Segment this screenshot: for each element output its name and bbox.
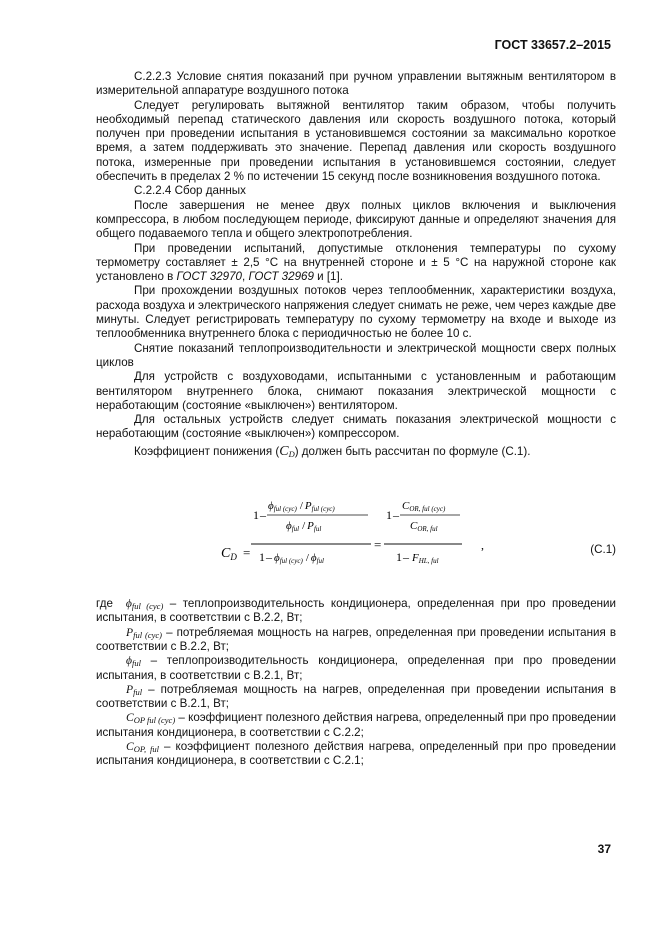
paragraph: При прохождении воздушных потоков через теплообменник, характеристики воздуха, расхода воздуха и электрического напряжения следует снимать не реже, чем через каждые две минуты. Следует регистрировать температуру по сухому термометру на входе и выходе из теплообменника внутреннего блока с периодичностью не более 10 с. bbox=[96, 284, 616, 341]
math-subscript: OP, ful bbox=[133, 743, 160, 754]
document-header: ГОСТ 33657.2–2015 bbox=[494, 38, 611, 52]
text-span: – потребляемая мощность на нагрев, определенная при проведении испытания в соответствии с В.2.2, Вт; bbox=[96, 625, 617, 653]
math-symbol: ϕ bbox=[125, 597, 132, 611]
formula-minus: – bbox=[393, 508, 399, 523]
variable-definition bbox=[96, 740, 616, 769]
formula-minus: – bbox=[260, 508, 266, 523]
paragraph bbox=[96, 445, 616, 459]
formula-one: 1 bbox=[386, 508, 392, 523]
text-span: ) должен быть рассчитан по формуле (С.1). bbox=[294, 444, 531, 458]
math-symbol: P bbox=[126, 625, 134, 639]
math-subscript: ful bbox=[132, 658, 141, 669]
standard-reference: ГОСТ 32969 bbox=[248, 270, 314, 284]
section-c224-heading: С.2.2.4 Сбор данных bbox=[134, 184, 246, 198]
formula-one: 1 bbox=[396, 550, 402, 565]
text-span: При проведении испытаний, допустимые отклонения температуры по сухому термометру составляет ± 2,5 °С на внутренней стороне и ± 5 °С на наружной стороне как установлено в bbox=[96, 241, 616, 284]
formula-number: (С.1) bbox=[590, 543, 616, 557]
text-span: – теплопроизводительность кондиционера, определенная при про проведении испытания, в соответствии с В.2.1, Вт; bbox=[96, 654, 616, 682]
math-symbol: C bbox=[126, 711, 134, 725]
text-span: где bbox=[96, 597, 113, 611]
math-symbol: C bbox=[126, 739, 134, 753]
math-subscript: ful (cyc) bbox=[133, 629, 163, 640]
formula-equals: = bbox=[374, 537, 382, 553]
page-body bbox=[96, 70, 616, 769]
paragraph: Для устройств с воздуховодами, испытанными с установленным и работающим вентилятором внутреннего блока, снимают показания электрической мощности с неработающим (состояние «выключен») вентилятором. bbox=[96, 370, 616, 412]
text-span: и [1]. bbox=[313, 270, 343, 284]
paragraph: Следует регулировать вытяжной вентилятор таким образом, чтобы получить необходимый перепад статического давления или скорость воздушного потока, который получен при проведении испытания в установившемся состоянии за максимально короткое время, а затем поддерживать это значение. Перепад давления или скорость воздушного потока, измеренные при проведении испытания в установившемся состоянии, следует обеспечить в пределах 2 % по истечении 15 секунд после возникновения воздушного потока. bbox=[96, 98, 616, 184]
variable-definition bbox=[96, 711, 616, 740]
paragraph: Для остальных устройств следует снимать показания электрической мощности с неработающим (состояние «выключен») компрессором. bbox=[96, 413, 616, 441]
formula-term: COR, ful bbox=[410, 520, 438, 534]
formula-c1 bbox=[96, 499, 616, 619]
paragraph: Снятие показаний теплопроизводительности и электрической мощности сверх полных циклов bbox=[96, 341, 616, 369]
math-subscript: D bbox=[288, 448, 295, 459]
page-number: 37 bbox=[597, 842, 611, 856]
formula-comma: , bbox=[481, 538, 484, 553]
text-span: , bbox=[241, 270, 249, 284]
text-span: – коэффициент полезного действия нагрева, определенный при про проведении испытания кондиционера, в соответствии с С.2.2; bbox=[96, 711, 616, 739]
formula-minus: – bbox=[403, 550, 409, 565]
variable-definitions bbox=[96, 597, 616, 769]
formula-one: 1 bbox=[259, 550, 265, 565]
variable-definition bbox=[96, 683, 616, 712]
formula-graphic bbox=[96, 499, 516, 619]
standard-reference: ГОСТ 32970 bbox=[176, 270, 242, 284]
text-span: – теплопроизводительность кондиционера, определенная при про проведении испытания, в соответствии с В.2.2, Вт; bbox=[96, 597, 616, 625]
paragraph bbox=[96, 242, 616, 285]
text-span: Коэффициент понижения ( bbox=[134, 444, 280, 458]
section-c223-heading: С.2.2.3 Условие снятия показаний при ручном управлении вытяжным вентилятором в измерительной аппаратуре воздушного потока bbox=[96, 70, 616, 98]
formula-lhs: $C_D$ bbox=[221, 546, 237, 563]
variable-definition bbox=[96, 654, 616, 683]
formula-one: 1 bbox=[253, 508, 259, 523]
formula-term: ϕful (cyc) / Pful (cyc) bbox=[268, 500, 335, 514]
math-subscript: ful bbox=[133, 686, 143, 697]
variable-definition bbox=[96, 626, 616, 655]
math-symbol: ϕ bbox=[126, 654, 133, 668]
text-span: – потребляемая мощность на нагрев, определенная при проведении испытания в соответствии с В.2.1, Вт; bbox=[96, 682, 616, 711]
math-symbol: C bbox=[279, 443, 289, 459]
formula-term: FHL, ful bbox=[412, 552, 439, 566]
math-symbol: P bbox=[126, 682, 134, 696]
formula-equals: = bbox=[243, 545, 251, 561]
formula-term: COR, ful (cyc) bbox=[402, 500, 446, 514]
formula-term: ϕful / Pful bbox=[286, 520, 322, 534]
formula-minus: – bbox=[266, 550, 272, 565]
formula-term: ϕful (cyc) / ϕful bbox=[274, 552, 324, 566]
math-subscript: ful (cyc) bbox=[131, 601, 164, 612]
text-span: – коэффициент полезного действия нагрева, определенный при про проведении испытания кондиционера, в соответствии с С.2.1; bbox=[96, 739, 616, 768]
paragraph: После завершения не менее двух полных циклов включения и выключения компрессора, в любом последующем периоде, фиксируют данные и определяют значения для общего подаваемого тепла и общего электропотребления. bbox=[96, 198, 616, 241]
math-subscript: OP ful (cyc) bbox=[133, 715, 176, 726]
